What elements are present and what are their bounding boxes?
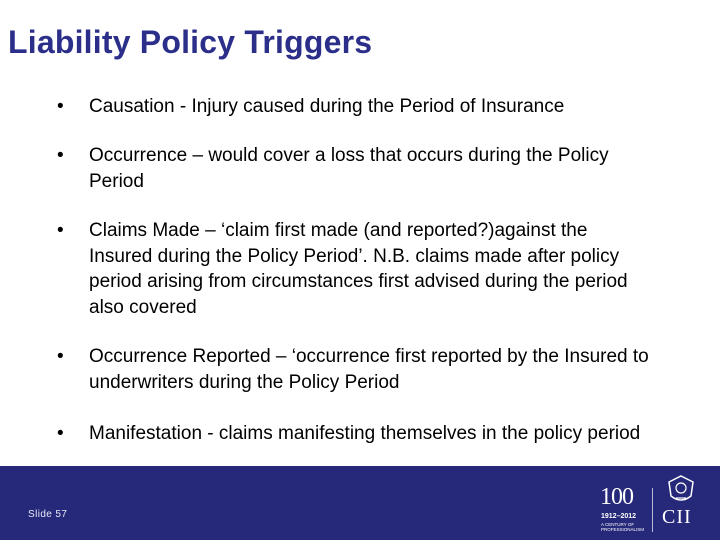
bullet-line: Period — [89, 170, 144, 192]
bullet-line: Claims Made – ‘claim first made (and reported?)against the — [89, 220, 588, 241]
bullet-line: Manifestation - claims manifesting themselves in the policy period — [89, 423, 641, 444]
bullet-line: Causation - Injury caused during the Period of Insurance — [89, 96, 565, 117]
centenary-years: 1912–2012 — [601, 513, 637, 520]
crest-icon — [666, 474, 696, 506]
bullet-text — [89, 94, 714, 120]
slide-title: Liability Policy Triggers — [8, 24, 373, 60]
logo-divider — [652, 488, 653, 532]
bullet-marker: • — [57, 145, 64, 166]
cii-logo — [658, 474, 706, 534]
bullet-line: Occurrence Reported – ‘occurrence first reported by the Insured to — [89, 346, 649, 367]
bullet-line: underwriters during the Policy Period — [89, 371, 400, 393]
centenary-logo — [600, 484, 650, 536]
logo-group — [600, 474, 710, 536]
bullet-text — [89, 344, 714, 395]
bullet-marker: • — [57, 346, 64, 367]
bullet-marker: • — [57, 423, 64, 444]
bullet-text — [89, 218, 714, 320]
cii-wordmark: CII — [662, 506, 692, 528]
centenary-tagline: A CENTURY OF PROFESSIONALISM — [601, 522, 645, 532]
bullet-line: Insured during the Policy Period’. N.B. claims made after policy — [89, 245, 620, 267]
bullet-text — [89, 143, 714, 194]
centenary-number: 100 — [600, 484, 633, 510]
bullet-line: also covered — [89, 296, 197, 318]
bullet-marker: • — [57, 96, 64, 117]
bullet-marker: • — [57, 220, 64, 241]
bullet-line: period arising from circumstances first advised during the period — [89, 271, 628, 292]
bullet-line: Occurrence – would cover a loss that occurs during the Policy — [89, 145, 609, 166]
footer-band — [0, 466, 720, 540]
bullet-text — [89, 421, 714, 447]
slide-number: Slide 57 — [28, 509, 68, 520]
